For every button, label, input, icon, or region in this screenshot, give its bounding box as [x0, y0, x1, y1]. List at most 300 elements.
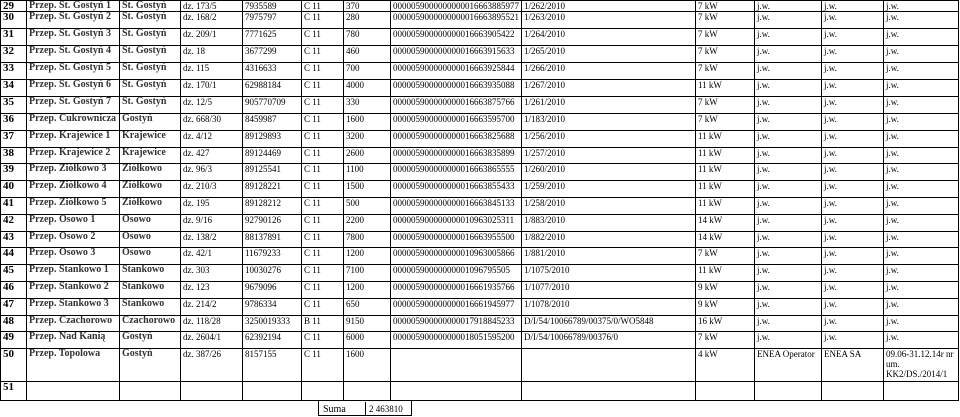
distributor-cell: j.w. — [755, 299, 822, 316]
meter-number-cell: 88137891 — [243, 232, 302, 248]
contracted-power-cell: 11 kW — [696, 181, 755, 198]
location-cell: Stankowo — [120, 265, 181, 282]
plot-number-cell: dz. 209/1 — [181, 29, 243, 46]
installation-name-cell: Przep. Krajewice 1 — [27, 131, 120, 148]
installation-name-cell: Przep. Nad Kanią — [27, 332, 120, 349]
ppe-code-cell: 000005900000000010963025311 — [391, 215, 522, 232]
seller-cell: j.w. — [822, 148, 884, 164]
annual-usage-cell: 2600 — [344, 148, 391, 164]
tariff-group-cell: C 11 — [302, 46, 344, 63]
location-cell: Ziółkowo — [120, 181, 181, 198]
location-cell: Osowo — [120, 215, 181, 232]
tariff-group-cell: C 11 — [302, 164, 344, 181]
table-row — [1, 316, 959, 332]
agreement-number-cell: D/I/54/10066789/00375/0/WO5848 — [522, 316, 696, 332]
distributor-cell: j.w. — [755, 114, 822, 131]
seller-cell: j.w. — [822, 97, 884, 114]
contract-period-cell: j.w. — [884, 316, 959, 332]
meter-number-cell: 11679233 — [243, 248, 302, 265]
ppe-code-cell: 0000059000000000016663895521 — [391, 12, 522, 29]
location-cell: Stankowo — [120, 299, 181, 316]
row-number-cell: 31 — [1, 29, 27, 46]
ppe-code-cell: 000005900000000016661945977 — [391, 299, 522, 316]
table-row — [1, 181, 959, 198]
plot-number-cell: dz. 9/16 — [181, 215, 243, 232]
contract-period-cell: j.w. — [884, 46, 959, 63]
seller-cell: j.w. — [822, 46, 884, 63]
table-row — [1, 1, 959, 12]
plot-number-cell: dz. 170/1 — [181, 80, 243, 97]
meter-number-cell: 89128221 — [243, 181, 302, 198]
contract-period-cell: j.w. — [884, 63, 959, 80]
ppe-code-cell: 000005900000000016663825688 — [391, 131, 522, 148]
summary-value: 2 463810 — [365, 402, 403, 415]
row-number-cell: 29 — [1, 1, 27, 12]
seller-cell: j.w. — [822, 198, 884, 215]
contract-period-cell: j.w. — [884, 164, 959, 181]
agreement-number-cell: 1/1078/2010 — [522, 299, 696, 316]
meter-number-cell: 7935589 — [243, 1, 302, 12]
contract-period-cell: j.w. — [884, 299, 959, 316]
distributor-cell: j.w. — [755, 164, 822, 181]
annual-usage-cell: 1200 — [344, 282, 391, 299]
row-number-cell: 40 — [1, 181, 27, 198]
ppe-code-cell: 000005900000000016663955500 — [391, 232, 522, 248]
plot-number-cell: dz. 138/2 — [181, 232, 243, 248]
ppe-code-cell — [391, 382, 522, 401]
annual-usage-cell: 1600 — [344, 349, 391, 382]
row-number-cell: 51 — [1, 382, 27, 401]
plot-number-cell: dz. 123 — [181, 282, 243, 299]
contracted-power-cell: 9 kW — [696, 299, 755, 316]
location-cell: St. Gostyń — [120, 80, 181, 97]
ppe-code-cell: 000005900000000016663855433 — [391, 181, 522, 198]
distributor-cell: j.w. — [755, 148, 822, 164]
table-row — [1, 332, 959, 349]
contracted-power-cell: 11 kW — [696, 265, 755, 282]
plot-number-cell: dz. 168/2 — [181, 12, 243, 29]
ppe-code-cell: 000005900000000016661935766 — [391, 282, 522, 299]
table-body — [1, 1, 959, 401]
installation-name-cell: Przep. St. Gostyń 3 — [27, 29, 120, 46]
table-row — [1, 349, 959, 382]
agreement-number-cell: 1/266/2010 — [522, 63, 696, 80]
location-cell: Osowo — [120, 232, 181, 248]
agreement-number-cell: 1/259/2010 — [522, 181, 696, 198]
meter-number-cell: 89125541 — [243, 164, 302, 181]
annual-usage-cell: 4000 — [344, 80, 391, 97]
ppe-code-cell: 00000590000000001096795505 — [391, 265, 522, 282]
table-row — [1, 198, 959, 215]
agreement-number-cell: 1/260/2010 — [522, 164, 696, 181]
installation-name-cell — [27, 382, 120, 401]
seller-cell: j.w. — [822, 114, 884, 131]
annual-usage-cell: 500 — [344, 198, 391, 215]
installation-name-cell: Przep. Osowo 1 — [27, 215, 120, 232]
distributor-cell: j.w. — [755, 282, 822, 299]
distributor-cell: j.w. — [755, 80, 822, 97]
installation-name-cell: Przep. St. Gostyń 7 — [27, 97, 120, 114]
seller-cell — [822, 382, 884, 401]
meter-number-cell: 89128212 — [243, 198, 302, 215]
distributor-cell: j.w. — [755, 131, 822, 148]
contract-period-cell: j.w. — [884, 12, 959, 29]
contract-period-cell: j.w. — [884, 29, 959, 46]
meter-number-cell: 4316633 — [243, 63, 302, 80]
meter-number-cell: 3677299 — [243, 46, 302, 63]
ppe-code-cell: 000005900000000016663915633 — [391, 46, 522, 63]
table-row — [1, 29, 959, 46]
agreement-number-cell: 1/1077/2010 — [522, 282, 696, 299]
seller-cell: j.w. — [822, 1, 884, 12]
ppe-code-cell: 000005900000000018051595200 — [391, 332, 522, 349]
agreement-number-cell: 1/263/2010 — [522, 12, 696, 29]
contracted-power-cell: 11 kW — [696, 164, 755, 181]
plot-number-cell: dz. 303 — [181, 265, 243, 282]
table-row — [1, 282, 959, 299]
installation-name-cell: Przep. Stankowo 3 — [27, 299, 120, 316]
row-number-cell: 46 — [1, 282, 27, 299]
contracted-power-cell: 11 kW — [696, 80, 755, 97]
distributor-cell: j.w. — [755, 63, 822, 80]
contract-period-cell: j.w. — [884, 181, 959, 198]
row-number-cell: 35 — [1, 97, 27, 114]
installation-name-cell: Przep. Osowo 3 — [27, 248, 120, 265]
contracted-power-cell: 7 kW — [696, 63, 755, 80]
location-cell: St. Gostyń — [120, 12, 181, 29]
meter-number-cell: 89124469 — [243, 148, 302, 164]
installation-name-cell: Przep. Ziółkowo 5 — [27, 198, 120, 215]
distributor-cell: j.w. — [755, 232, 822, 248]
location-cell: Ziółkowo — [120, 198, 181, 215]
table-row — [1, 215, 959, 232]
tariff-group-cell: C 11 — [302, 97, 344, 114]
row-number-cell: 36 — [1, 114, 27, 131]
annual-usage-cell: 700 — [344, 63, 391, 80]
meter-number-cell: 3250019333 — [243, 316, 302, 332]
contracted-power-cell: 11 kW — [696, 148, 755, 164]
tariff-group-cell: C 11 — [302, 148, 344, 164]
contract-period-cell: j.w. — [884, 198, 959, 215]
meter-number-cell: 7975797 — [243, 12, 302, 29]
agreement-number-cell: 1/265/2010 — [522, 46, 696, 63]
installation-name-cell: Przep. Cukrownicza — [27, 114, 120, 131]
table-row — [1, 232, 959, 248]
meter-number-cell: 7771625 — [243, 29, 302, 46]
ppe-code-cell: 000005900000000017918845233 — [391, 316, 522, 332]
location-cell: St. Gostyń — [120, 97, 181, 114]
annual-usage-cell: 1200 — [344, 248, 391, 265]
tariff-group-cell: C 11 — [302, 12, 344, 29]
annual-usage-cell: 6000 — [344, 332, 391, 349]
contract-period-cell: j.w. — [884, 80, 959, 97]
table-row — [1, 164, 959, 181]
installation-name-cell: Przep. St. Gostyń 5 — [27, 63, 120, 80]
meter-number-cell: 9679096 — [243, 282, 302, 299]
plot-number-cell: dz. 387/26 — [181, 349, 243, 382]
annual-usage-cell: 330 — [344, 97, 391, 114]
agreement-number-cell: 1/261/2010 — [522, 97, 696, 114]
table-row — [1, 248, 959, 265]
row-number-cell: 45 — [1, 265, 27, 282]
meter-number-cell: 89129893 — [243, 131, 302, 148]
seller-cell: j.w. — [822, 131, 884, 148]
distributor-cell: j.w. — [755, 46, 822, 63]
tariff-group-cell: C 11 — [302, 181, 344, 198]
seller-cell: j.w. — [822, 29, 884, 46]
annual-usage-cell: 7800 — [344, 232, 391, 248]
annual-usage-cell: 7100 — [344, 265, 391, 282]
distributor-cell: ENEA Operator — [755, 349, 822, 382]
distributor-cell: j.w. — [755, 198, 822, 215]
distributor-cell: j.w. — [755, 316, 822, 332]
tariff-group-cell: C 11 — [302, 215, 344, 232]
installation-name-cell: Przep. St. Gostyń 4 — [27, 46, 120, 63]
ppe-code-cell: 000005900000000016663935088 — [391, 80, 522, 97]
tariff-group-cell: C 11 — [302, 332, 344, 349]
annual-usage-cell: 1500 — [344, 181, 391, 198]
tariff-group-cell: C 11 — [302, 282, 344, 299]
location-cell: Gostyń — [120, 332, 181, 349]
installation-name-cell: Przep. Ziółkowo 4 — [27, 181, 120, 198]
agreement-number-cell: 1/882/2010 — [522, 232, 696, 248]
tariff-group-cell — [302, 382, 344, 401]
tariff-group-cell: C 11 — [302, 1, 344, 12]
contracted-power-cell: 4 kW — [696, 349, 755, 382]
table-row — [1, 148, 959, 164]
distributor-cell — [755, 382, 822, 401]
installation-name-cell: Przep. St. Gostyń 1 — [27, 1, 120, 12]
meter-number-cell: 9786334 — [243, 299, 302, 316]
tariff-group-cell: C 11 — [302, 29, 344, 46]
row-number-cell: 48 — [1, 316, 27, 332]
tariff-group-cell: C 11 — [302, 63, 344, 80]
distributor-cell: j.w. — [755, 12, 822, 29]
distributor-cell: j.w. — [755, 265, 822, 282]
tariff-group-cell: C 11 — [302, 131, 344, 148]
distributor-cell: j.w. — [755, 1, 822, 12]
annual-usage-cell: 1600 — [344, 114, 391, 131]
row-number-cell: 43 — [1, 232, 27, 248]
seller-cell: j.w. — [822, 63, 884, 80]
plot-number-cell: dz. 214/2 — [181, 299, 243, 316]
contracted-power-cell: 7 kW — [696, 1, 755, 12]
row-number-cell: 33 — [1, 63, 27, 80]
tariff-group-cell: C 11 — [302, 248, 344, 265]
location-cell: St. Gostyń — [120, 1, 181, 12]
contracted-power-cell: 7 kW — [696, 114, 755, 131]
plot-number-cell: dz. 118/28 — [181, 316, 243, 332]
contract-period-cell: j.w. — [884, 1, 959, 12]
ppe-code-cell: 0000059000000000016663885977 — [391, 1, 522, 12]
annual-usage-cell: 1100 — [344, 164, 391, 181]
ppe-code-cell: 000005900000000016663905422 — [391, 29, 522, 46]
location-cell: Krajewice — [120, 148, 181, 164]
meter-number-cell: 92790126 — [243, 215, 302, 232]
ppe-code-cell — [391, 349, 522, 382]
agreement-number-cell: 1/881/2010 — [522, 248, 696, 265]
meter-number-cell: 62988184 — [243, 80, 302, 97]
seller-cell: j.w. — [822, 164, 884, 181]
plot-number-cell: dz. 173/5 — [181, 1, 243, 12]
ppe-code-cell: 000005900000000016663925844 — [391, 63, 522, 80]
location-cell: St. Gostyń — [120, 29, 181, 46]
row-number-cell: 50 — [1, 349, 27, 382]
agreement-number-cell: 1/183/2010 — [522, 114, 696, 131]
contracted-power-cell: 7 kW — [696, 29, 755, 46]
distributor-cell: j.w. — [755, 215, 822, 232]
installation-name-cell: Przep. St. Gostyń 2 — [27, 12, 120, 29]
seller-cell: j.w. — [822, 80, 884, 97]
installation-name-cell: Przep. Topolowa — [27, 349, 120, 382]
table-row — [1, 114, 959, 131]
row-number-cell: 38 — [1, 148, 27, 164]
plot-number-cell: dz. 210/3 — [181, 181, 243, 198]
contract-period-cell: j.w. — [884, 282, 959, 299]
installation-name-cell: Przep. Ziółkowo 3 — [27, 164, 120, 181]
contracted-power-cell: 7 kW — [696, 97, 755, 114]
table-row — [1, 131, 959, 148]
agreement-number-cell — [522, 349, 696, 382]
location-cell: Krajewice — [120, 131, 181, 148]
seller-cell: j.w. — [822, 265, 884, 282]
ppe-code-cell: 000005900000000016663845133 — [391, 198, 522, 215]
seller-cell: j.w. — [822, 181, 884, 198]
plot-number-cell: dz. 427 — [181, 148, 243, 164]
tariff-group-cell: C 11 — [302, 114, 344, 131]
contracted-power-cell: 16 kW — [696, 316, 755, 332]
table-row — [1, 265, 959, 282]
meter-number-cell: 8459987 — [243, 114, 302, 131]
contract-period-cell: j.w. — [884, 232, 959, 248]
plot-number-cell: dz. 668/30 — [181, 114, 243, 131]
meter-number-cell: 10030276 — [243, 265, 302, 282]
location-cell: St. Gostyń — [120, 46, 181, 63]
agreement-number-cell: 1/257/2010 — [522, 148, 696, 164]
contract-period-cell: j.w. — [884, 97, 959, 114]
location-cell: St. Gostyń — [120, 63, 181, 80]
ppe-code-cell: 000005900000000016663875766 — [391, 97, 522, 114]
table-row — [1, 80, 959, 97]
meter-number-cell: 8157155 — [243, 349, 302, 382]
tariff-group-cell: C 11 — [302, 80, 344, 97]
tariff-group-cell: C 11 — [302, 349, 344, 382]
ppe-code-cell: 000005900000000016663865555 — [391, 164, 522, 181]
installation-name-cell: Przep. Osowo 2 — [27, 232, 120, 248]
contract-period-cell: j.w. — [884, 114, 959, 131]
table-row — [1, 382, 959, 401]
annual-usage-cell: 2200 — [344, 215, 391, 232]
annual-usage-cell: 460 — [344, 46, 391, 63]
row-number-cell: 34 — [1, 80, 27, 97]
row-number-cell: 41 — [1, 198, 27, 215]
distributor-cell: j.w. — [755, 332, 822, 349]
agreement-number-cell — [522, 382, 696, 401]
contracted-power-cell: 14 kW — [696, 232, 755, 248]
row-number-cell: 49 — [1, 332, 27, 349]
row-number-cell: 37 — [1, 131, 27, 148]
annual-usage-cell: 280 — [344, 12, 391, 29]
seller-cell: j.w. — [822, 299, 884, 316]
distributor-cell: j.w. — [755, 248, 822, 265]
annual-usage-cell — [344, 382, 391, 401]
table-row — [1, 46, 959, 63]
annual-usage-cell: 3200 — [344, 131, 391, 148]
agreement-number-cell: 1/267/2010 — [522, 80, 696, 97]
meter-number-cell: 905770709 — [243, 97, 302, 114]
agreement-number-cell: 1/256/2010 — [522, 131, 696, 148]
location-cell: Czachorowo — [120, 316, 181, 332]
annual-usage-cell: 780 — [344, 29, 391, 46]
location-cell: Gostyń — [120, 114, 181, 131]
table-row — [1, 299, 959, 316]
contracted-power-cell: 7 kW — [696, 46, 755, 63]
row-number-cell: 47 — [1, 299, 27, 316]
row-number-cell: 39 — [1, 164, 27, 181]
plot-number-cell: dz. 12/5 — [181, 97, 243, 114]
contract-period-cell: j.w. — [884, 215, 959, 232]
annual-usage-cell: 9150 — [344, 316, 391, 332]
seller-cell: j.w. — [822, 232, 884, 248]
agreement-number-cell: 1/262/2010 — [522, 1, 696, 12]
contracted-power-cell: 9 kW — [696, 282, 755, 299]
contracted-power-cell — [696, 382, 755, 401]
location-cell: Stankowo — [120, 282, 181, 299]
plot-number-cell: dz. 42/1 — [181, 248, 243, 265]
installation-name-cell: Przep. Czachorowo — [27, 316, 120, 332]
table-row — [1, 97, 959, 114]
annual-usage-cell: 650 — [344, 299, 391, 316]
seller-cell: j.w. — [822, 332, 884, 349]
installation-name-cell: Przep. Stankowo 1 — [27, 265, 120, 282]
contract-period-cell: 09.06-31.12.14r nr um. KK2/DS./2014/1 — [884, 349, 959, 382]
seller-cell: j.w. — [822, 248, 884, 265]
plot-number-cell — [181, 382, 243, 401]
seller-cell: j.w. — [822, 316, 884, 332]
contracted-power-cell: 14 kW — [696, 215, 755, 232]
tariff-group-cell: C 11 — [302, 265, 344, 282]
plot-number-cell: dz. 18 — [181, 46, 243, 63]
annual-usage-cell: 370 — [344, 1, 391, 12]
tariff-group-cell: C 11 — [302, 299, 344, 316]
plot-number-cell: dz. 195 — [181, 198, 243, 215]
contract-period-cell: j.w. — [884, 248, 959, 265]
agreement-number-cell: D/I/54/10066789/00376/0 — [522, 332, 696, 349]
row-number-cell: 42 — [1, 215, 27, 232]
row-number-cell: 30 — [1, 12, 27, 29]
summary-row — [0, 401, 960, 417]
meter-number-cell — [243, 382, 302, 401]
installation-name-cell: Przep. St. Gostyń 6 — [27, 80, 120, 97]
agreement-number-cell: 1/258/2010 — [522, 198, 696, 215]
ppe-code-cell: 000005900000000016663835899 — [391, 148, 522, 164]
summary-label: Suma — [323, 404, 346, 415]
table-row — [1, 63, 959, 80]
meter-number-cell: 62392194 — [243, 332, 302, 349]
tariff-group-cell: C 11 — [302, 198, 344, 215]
distributor-cell: j.w. — [755, 97, 822, 114]
row-number-cell: 44 — [1, 248, 27, 265]
agreement-number-cell: 1/264/2010 — [522, 29, 696, 46]
installation-name-cell: Przep. Stankowo 2 — [27, 282, 120, 299]
tariff-group-cell: B 11 — [302, 316, 344, 332]
plot-number-cell: dz. 2604/1 — [181, 332, 243, 349]
table-row — [1, 12, 959, 29]
location-cell — [120, 382, 181, 401]
seller-cell: j.w. — [822, 12, 884, 29]
plot-number-cell: dz. 115 — [181, 63, 243, 80]
contracted-power-cell: 11 kW — [696, 198, 755, 215]
